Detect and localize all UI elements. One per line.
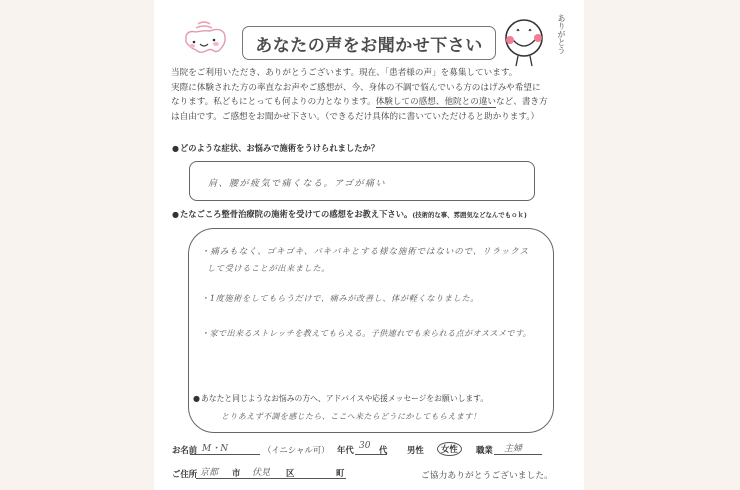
question-2-label (172, 208, 527, 220)
bullet-icon: ● (172, 210, 179, 219)
question-2-answer-line-3: ・1度施術をしてもらうだけで、痛みが改善し、体が軽くなりました。 (201, 293, 480, 303)
gender-male-option[interactable]: 男性 (407, 445, 424, 455)
name-label: お名前 (172, 445, 198, 455)
ward-label: 区 (286, 468, 295, 478)
intro-line-4: は自由です。ご感想をお聞かせ下さい。（できるだけ具体的に書いていただけると助かります。） (171, 111, 540, 122)
question-2-answer-line-4: ・家で出来るストレッチを教えてもらえる。子供連れでも来られる点がオススメです。 (201, 328, 532, 338)
question-1-label (172, 142, 379, 154)
ward-value: 伏見 (252, 468, 271, 478)
age-suffix: 代 (379, 445, 388, 455)
name-field[interactable] (190, 441, 260, 455)
intro-line-2: 実際に体験された方の率直なお声やご感想が、今、身体の不調で悩んでいる方のはげみや希望に (171, 82, 541, 93)
gender-female-option-selected[interactable]: 女性 (437, 442, 462, 456)
occupation-label: 職業 (476, 445, 493, 455)
address-label: ご住所 (172, 469, 198, 479)
city-label: 市 (232, 468, 241, 478)
question-1-text: どのような症状、お悩みで施術をうけられましたか？ (179, 143, 380, 153)
town-label: 町 (336, 468, 345, 478)
question-1-answer-box[interactable] (189, 161, 535, 201)
question-2-note: (技術的な事、雰囲気などなんでもｏｋ) (412, 211, 527, 219)
question-2-answer-line-1: ・痛みもなく、ゴキゴキ、バキバキとする様な施術ではないので、リラックス (201, 247, 529, 257)
age-value: 30 (359, 441, 371, 451)
question-2-answer-line-2: して受けることが出来ました。 (207, 263, 331, 273)
address-field[interactable] (196, 465, 346, 479)
age-label: 年代 (337, 445, 354, 455)
page-title: あなたの声をお聞かせ下さい (242, 26, 496, 60)
question-2-answer-box[interactable] (188, 228, 554, 433)
initial-note: （イニシャル可） (263, 445, 330, 455)
intro-underlined-text: 体験しての感想、他院との違い (375, 97, 497, 107)
thanks-message: ご協力ありがとうございました。 (421, 471, 553, 481)
tooth-mascot-icon (182, 18, 228, 60)
prefecture-value: 京都 (200, 468, 219, 478)
bullet-icon: ● (193, 394, 200, 403)
intro-line-3-post: など、書き方 (496, 97, 548, 107)
question-3-text: あなたと同じようなお悩みの方へ、アドバイスや応援メッセージをお願いします。 (200, 394, 489, 403)
name-value: M・N (202, 444, 229, 454)
intro-text (171, 66, 576, 124)
intro-line-3-pre: なります。私どもにとっても何よりの力となります。 (171, 97, 376, 107)
question-3-label (193, 393, 488, 404)
smiley-face-icon (500, 16, 550, 70)
intro-line-3 (171, 95, 576, 110)
occupation-field[interactable] (494, 441, 542, 455)
question-2-text: たなごころ整骨治療院の施術を受けての感想をお教え下さい。 (179, 209, 413, 219)
testimonial-form-page (154, 0, 584, 490)
bullet-icon: ● (172, 144, 179, 153)
thanks-handwritten-vertical: ありがとう (557, 14, 566, 54)
occupation-value: 主婦 (504, 444, 523, 454)
question-1-answer: 肩、腰が疲気で痛くなる。アゴが痛い (208, 179, 387, 189)
question-3-answer: とりあえず不調を感じたら、ここへ来たらどうにかしてもらえます！ (221, 412, 482, 421)
intro-line-1: 当院をご利用いただき、ありがとうございます。現在、「患者様の声」を募集しています。 (171, 68, 518, 78)
